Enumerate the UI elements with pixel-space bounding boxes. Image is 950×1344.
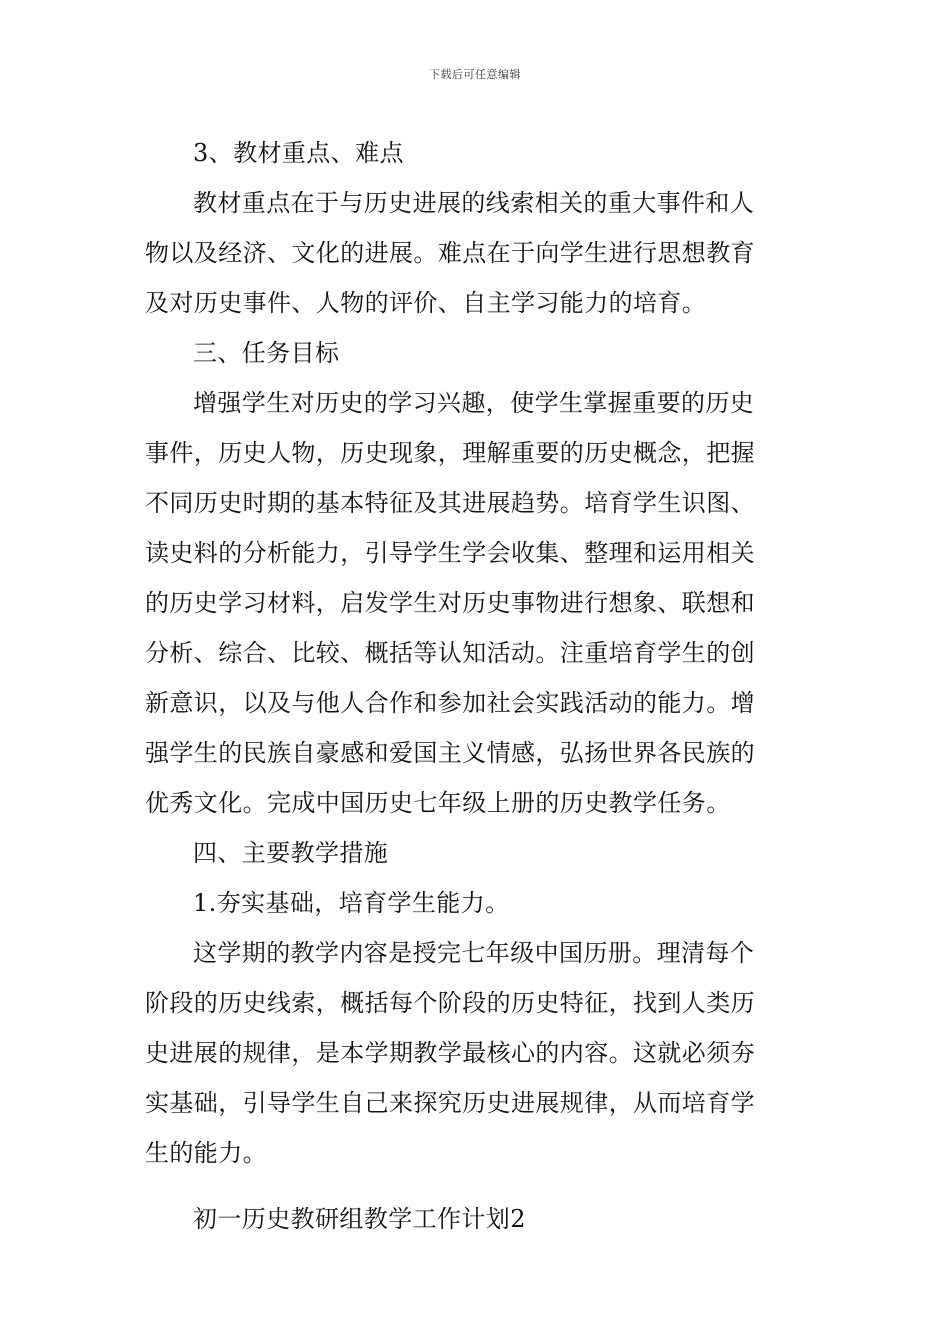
paragraph-line: 强学生的民族自豪感和爱国主义情感，弘扬世界各民族的 <box>145 739 755 767</box>
paragraph-line: 物以及经济、文化的进展。难点在于向学生进行思想教育 <box>145 239 755 267</box>
paragraph-line: 读史料的分析能力，引导学生学会收集、整理和运用相关 <box>145 539 755 567</box>
document-title-next: 初一历史教研组教学工作计划2 <box>193 1205 526 1233</box>
section-heading-key-points: 3、教材重点、难点 <box>193 139 404 167</box>
paragraph-line: 的历史学习材料，启发学生对历史事物进行想象、联想和 <box>145 589 755 617</box>
paragraph-line: 教材重点在于与历史进展的线索相关的重大事件和人 <box>193 189 755 217</box>
section-heading-objectives: 三、任务目标 <box>193 339 340 367</box>
paragraph-line: 这学期的教学内容是授完七年级中国历册。理清每个 <box>193 939 755 967</box>
page-header-note: 下载后可任意编辑 <box>429 68 521 81</box>
section-heading-measures: 四、主要教学措施 <box>193 839 389 867</box>
paragraph-line: 分析、综合、比较、概括等认知活动。注重培育学生的创 <box>145 639 755 667</box>
paragraph-line: 史进展的规律，是本学期教学最核心的内容。这就必须夯 <box>145 1039 755 1067</box>
paragraph-line: 及对历史事件、人物的评价、自主学习能力的培育。 <box>145 289 707 317</box>
paragraph-line: 生的能力。 <box>145 1139 267 1167</box>
paragraph-line: 实基础，引导学生自己来探究历史进展规律，从而培育学 <box>145 1089 755 1117</box>
paragraph-line: 新意识，以及与他人合作和参加社会实践活动的能力。增 <box>145 689 755 717</box>
paragraph-line: 增强学生对历史的学习兴趣，使学生掌握重要的历史 <box>193 389 755 417</box>
paragraph-line: 不同历史时期的基本特征及其进展趋势。培育学生识图、 <box>145 489 755 517</box>
document-body <box>145 128 807 1244</box>
paragraph-line: 优秀文化。完成中国历史七年级上册的历史教学任务。 <box>145 789 731 817</box>
subheading-foundation: 1.夯实基础，培育学生能力。 <box>193 889 510 917</box>
paragraph-line: 阶段的历史线索，概括每个阶段的历史特征，找到人类历 <box>145 989 755 1017</box>
paragraph-line: 事件，历史人物，历史现象，理解重要的历史概念，把握 <box>145 439 755 467</box>
